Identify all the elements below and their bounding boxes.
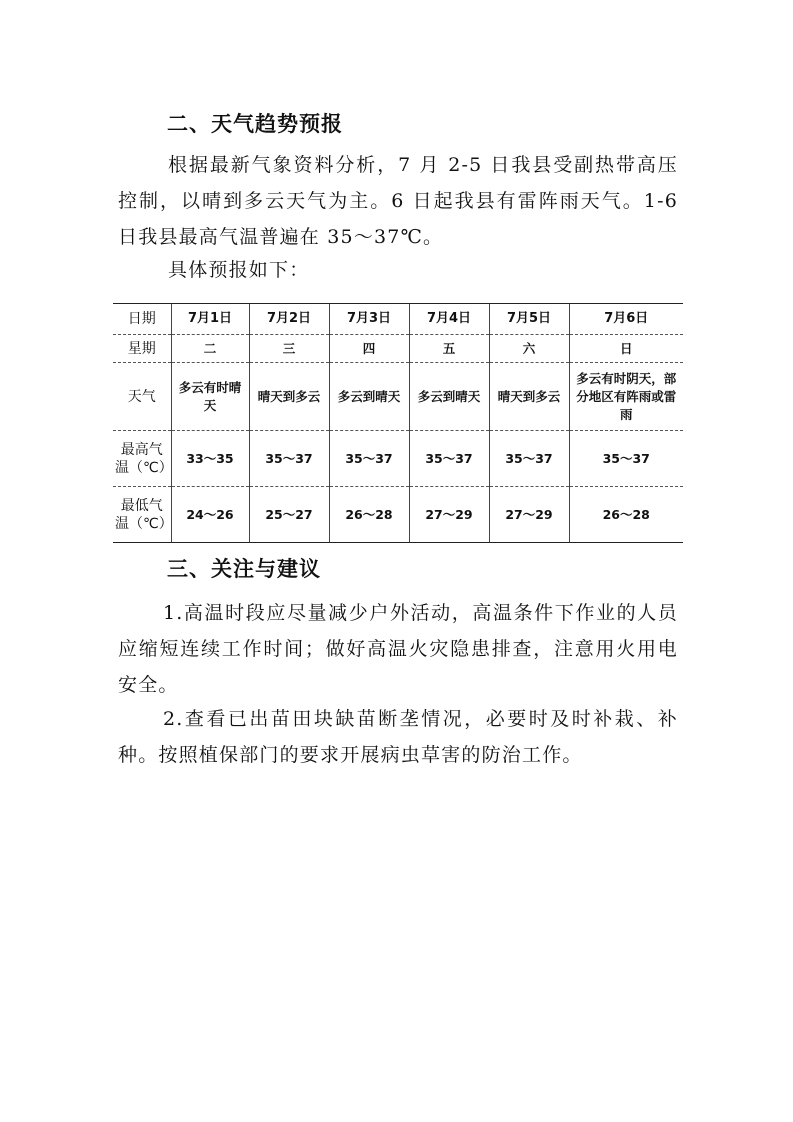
- max-temp-label: 最高气温（℃）: [113, 431, 171, 487]
- max-temp-cell: 35～37: [569, 431, 683, 487]
- weather-cell: 多云有时阴天，部分地区有阵雨或雷雨: [569, 363, 683, 431]
- weather-cell: 晴天到多云: [489, 363, 569, 431]
- weekday-cell: 四: [329, 335, 409, 363]
- date-cell: 7月2日: [249, 304, 329, 335]
- forecast-intro: 具体预报如下：: [168, 259, 310, 281]
- forecast-paragraph: 根据最新气象资料分析，7 月 2-5 日我县受副热带高压控制，以晴到多云天气为主。6 日起我县有雷阵雨天气。1-6 日我县最高气温普遍在 35～37℃。: [118, 154, 678, 248]
- max-temp-cell: 35～37: [329, 431, 409, 487]
- weather-cell: 多云到晴天: [409, 363, 489, 431]
- forecast-table: [113, 303, 683, 543]
- min-temp-cell: 27～29: [409, 487, 489, 543]
- weather-label: 天气: [113, 363, 171, 431]
- date-row: [113, 304, 683, 335]
- date-cell: 7月1日: [171, 304, 249, 335]
- weekday-cell: 日: [569, 335, 683, 363]
- advice-item-1: 1.高温时段应尽量减少户外活动，高温条件下作业的人员应缩短连续工作时间；做好高温火灾隐患排查，注意用火用电安全。: [118, 602, 678, 696]
- max-temp-cell: 35～37: [409, 431, 489, 487]
- date-label: 日期: [113, 304, 171, 335]
- min-temp-row: [113, 487, 683, 543]
- section3-heading: 三、关注与建议: [167, 557, 321, 581]
- min-temp-cell: 25～27: [249, 487, 329, 543]
- weather-cell: 多云到晴天: [329, 363, 409, 431]
- advice-item-2: 2.查看已出苗田块缺苗断垄情况，必要时及时补栽、补种。按照植保部门的要求开展病虫草害的防治工作。: [118, 708, 678, 766]
- min-temp-cell: 27～29: [489, 487, 569, 543]
- weather-cell: 多云有时晴天: [171, 363, 249, 431]
- weekday-cell: 三: [249, 335, 329, 363]
- date-cell: 7月4日: [409, 304, 489, 335]
- max-temp-cell: 35～37: [249, 431, 329, 487]
- max-temp-cell: 35～37: [489, 431, 569, 487]
- date-cell: 7月6日: [569, 304, 683, 335]
- min-temp-cell: 26～28: [329, 487, 409, 543]
- weather-row: [113, 363, 683, 431]
- min-temp-label: 最低气温（℃）: [113, 487, 171, 543]
- date-cell: 7月5日: [489, 304, 569, 335]
- min-temp-cell: 26～28: [569, 487, 683, 543]
- weekday-cell: 二: [171, 335, 249, 363]
- weather-cell: 晴天到多云: [249, 363, 329, 431]
- weekday-cell: 五: [409, 335, 489, 363]
- min-temp-cell: 24～26: [171, 487, 249, 543]
- weekday-row: [113, 335, 683, 363]
- weekday-label: 星期: [113, 335, 171, 363]
- section2-heading: 二、天气趋势预报: [167, 112, 343, 136]
- weekday-cell: 六: [489, 335, 569, 363]
- max-temp-cell: 33～35: [171, 431, 249, 487]
- date-cell: 7月3日: [329, 304, 409, 335]
- max-temp-row: [113, 431, 683, 487]
